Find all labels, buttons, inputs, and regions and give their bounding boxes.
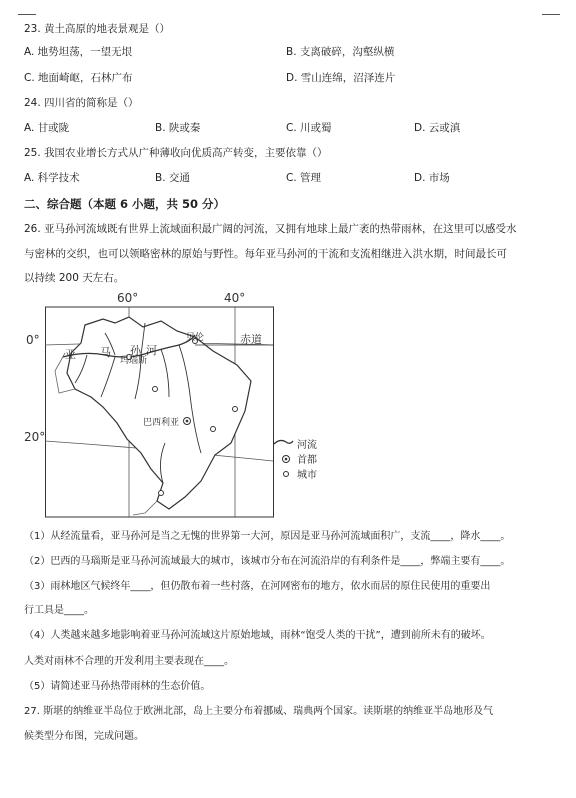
q23-stem: 23. 黄土高原的地表景观是（） — [24, 23, 171, 35]
map-river-char-1: 亚 — [65, 348, 76, 361]
map-river-char-3: 孙 — [130, 344, 141, 357]
corner-mark-left — [18, 14, 36, 15]
q24-option-a: A. 甘或陇 — [24, 122, 70, 134]
q25-stem: 25. 我国农业增长方式从广种薄收向优质高产转变，主要依靠（） — [24, 147, 328, 159]
corner-mark-right — [542, 14, 560, 15]
map-city-belem: 贝伦 — [186, 333, 205, 343]
map-city-manaus: 玛瑙斯 — [120, 356, 148, 366]
map-lon-40: 40° — [224, 291, 246, 305]
q26-sub4-line1: （4）人类越来越多地影响着亚马孙河流域这片原始地域，雨林“饱受人类的干扰”，遭到前所未有的破坏。 — [24, 630, 491, 641]
q26-intro-line3: 以持续 200 天左右。 — [24, 272, 125, 284]
brazil-map — [45, 293, 275, 519]
q24-option-d: D. 云或滇 — [414, 122, 461, 134]
q24-stem: 24. 四川省的简称是（） — [24, 97, 139, 109]
map-river-char-4: 河 — [146, 344, 157, 357]
legend-river-icon — [274, 440, 293, 444]
q23-option-b: B. 支离破碎，沟壑纵横 — [286, 46, 395, 58]
map-equator-label: 赤道 — [240, 333, 262, 346]
q26-intro-line2: 与密林的交织，也可以领略密林的原始与野性。每年亚马孙河的干流和支流相继进入洪水期，时间最长可 — [24, 248, 507, 260]
map-lat-20: 20° — [24, 430, 46, 444]
q26-sub1: （1）从经流量看，亚马孙河是当之无愧的世界第一大河，原因是亚马孙河流域面积广，支流____，降水____。 — [24, 531, 511, 542]
legend-river-label: 河流 — [297, 440, 317, 451]
q24-option-c: C. 川或蜀 — [286, 122, 332, 134]
map-capital-label: 巴西利亚 — [143, 418, 180, 428]
section-title: 二、综合题（本题 6 小题，共 50 分） — [24, 197, 226, 211]
q26-sub5: （5）请简述亚马孙热带雨林的生态价值。 — [24, 681, 211, 692]
q26-sub3-line2: 行工具是____。 — [24, 605, 94, 616]
q27-line2: 候类型分布图，完成问题。 — [24, 731, 144, 742]
map-lat-0: 0° — [26, 333, 40, 347]
q23-option-c: C. 地面崎岖，石林广布 — [24, 72, 133, 84]
map-lon-60: 60° — [117, 291, 139, 305]
brazil-outline — [67, 317, 251, 509]
q25-option-d: D. 市场 — [414, 172, 450, 184]
q26-sub4-line2: 人类对雨林不合理的开发利用主要表现在____。 — [24, 656, 234, 667]
q26-intro-line1: 26. 亚马孙河流域既有世界上流域面积最广阔的河流，又拥有地球上最广袤的热带雨林，在这里可以感受水 — [24, 223, 517, 235]
q26-sub2: （2）巴西的马瑙斯是亚马孙河流域最大的城市，该城市分布在河流沿岸的有利条件是____，弊端主要有____。 — [24, 556, 511, 567]
q25-option-c: C. 管理 — [286, 172, 322, 184]
legend-city-label: 城市 — [297, 470, 317, 481]
q25-option-a: A. 科学技术 — [24, 172, 80, 184]
q26-sub3-line1: （3）雨林地区气候终年____，但仍散布着一些村落，在河网密布的地方，依水而居的原住民使用的重要出 — [24, 581, 491, 592]
q23-option-d: D. 雪山连绵，沼泽连片 — [286, 72, 396, 84]
q24-option-b: B. 陕或秦 — [155, 122, 201, 134]
legend-city-icon — [284, 472, 289, 477]
map-river-char-2: 马 — [100, 346, 111, 359]
q25-option-b: B. 交通 — [155, 172, 190, 184]
map-legend-symbols — [272, 434, 294, 484]
q23-option-a: A. 地势坦荡，一望无垠 — [24, 46, 133, 58]
legend-capital-label: 首都 — [297, 455, 317, 466]
q27-line1: 27. 斯堪的纳维亚半岛位于欧洲北部，岛上主要分布着挪威、瑞典两个国家。读斯堪的纳维亚半岛地形及气 — [24, 706, 494, 717]
